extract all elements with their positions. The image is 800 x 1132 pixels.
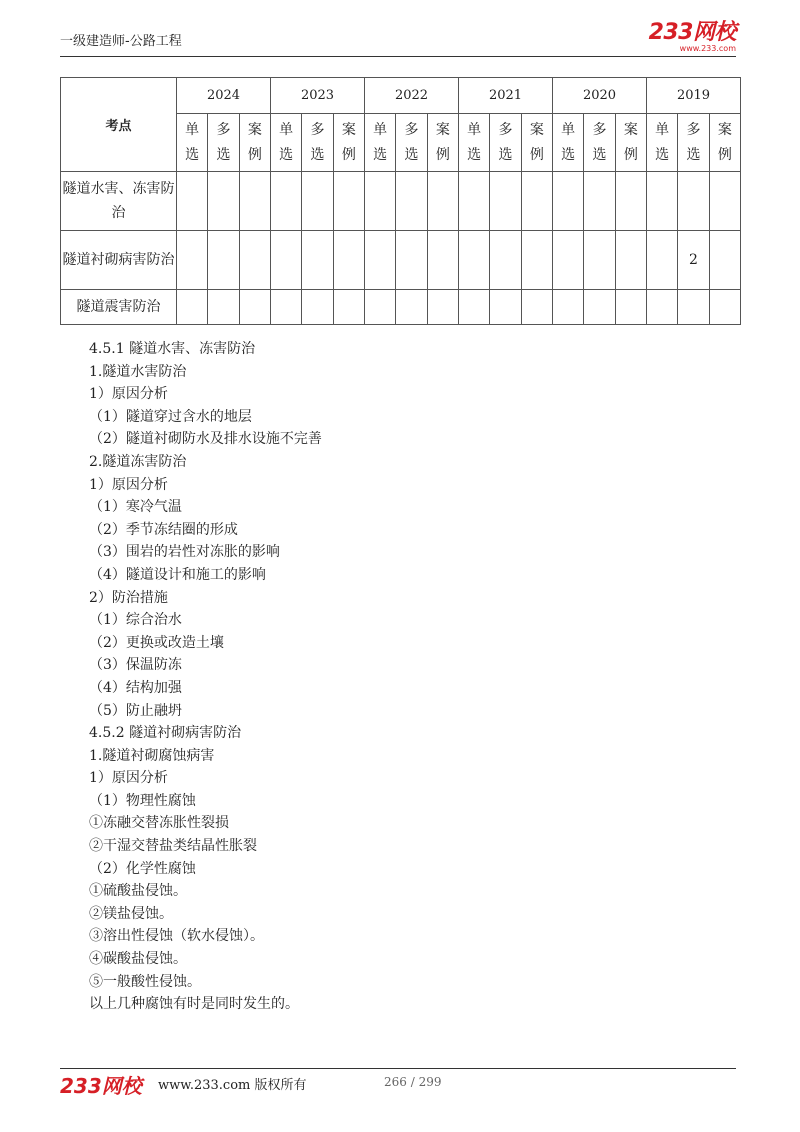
- value-cell: [239, 172, 270, 231]
- question-type-header: [271, 114, 302, 172]
- topic-cell: 隧道震害防治: [61, 290, 177, 325]
- question-type-label: 多选: [686, 121, 701, 163]
- value-cell: [584, 172, 615, 231]
- question-type-label: 案例: [341, 121, 356, 163]
- question-type-label: 案例: [435, 121, 450, 163]
- value-cell: [271, 290, 302, 325]
- value-cell: [615, 231, 646, 290]
- value-cell: [208, 231, 239, 290]
- value-cell: [490, 231, 521, 290]
- content-line: ③溶出性侵蚀（软水侵蚀）。: [89, 928, 264, 945]
- question-type-label: 单选: [561, 121, 576, 163]
- question-type-label: 单选: [655, 121, 670, 163]
- question-type-label: 单选: [373, 121, 388, 163]
- document-body: [89, 338, 322, 1016]
- question-type-header: [333, 114, 364, 172]
- content-line: ①硫酸盐侵蚀。: [89, 883, 187, 900]
- value-cell: [553, 231, 584, 290]
- content-line: （2）化学性腐蚀: [89, 860, 196, 877]
- question-type-label: 案例: [529, 121, 544, 163]
- question-type-header: [427, 114, 458, 172]
- content-line: 以上几种腐蚀有时是同时发生的。: [89, 996, 299, 1013]
- question-type-header: [365, 114, 396, 172]
- content-line: （1）综合治水: [89, 612, 182, 629]
- content-line: ⑤一般酸性侵蚀。: [89, 973, 201, 990]
- content-line: 4.5.1 隧道水害、冻害防治: [89, 341, 256, 357]
- content-line: 1）原因分析: [89, 476, 168, 493]
- content-line: （5）防止融坍: [89, 702, 182, 719]
- question-type-header: [459, 114, 490, 172]
- content-line: （1）物理性腐蚀: [89, 792, 196, 809]
- value-cell: [365, 172, 396, 231]
- value-cell: [396, 231, 427, 290]
- value-cell: [177, 231, 208, 290]
- content-line: （1）隧道穿过含水的地层: [89, 408, 252, 425]
- question-type-label: 单选: [185, 121, 200, 163]
- value-cell: [427, 172, 458, 231]
- content-line: （2）季节冻结圈的形成: [89, 521, 238, 538]
- brand-logo-text: 233网校: [648, 20, 736, 45]
- year-header: 2022: [365, 78, 459, 114]
- question-type-label: 案例: [247, 121, 262, 163]
- value-cell: [521, 172, 552, 231]
- question-type-label: 多选: [310, 121, 325, 163]
- question-type-label: 多选: [216, 121, 231, 163]
- value-cell: [678, 172, 709, 231]
- content-line: 1.隧道水害防治: [89, 363, 187, 380]
- question-type-header: [615, 114, 646, 172]
- document-header-title: 一级建造师-公路工程: [60, 34, 182, 49]
- question-type-header: [521, 114, 552, 172]
- content-line: ②干湿交替盐类结晶性胀裂: [89, 838, 257, 855]
- value-cell: [396, 290, 427, 325]
- value-cell: [208, 172, 239, 231]
- question-type-header: [709, 114, 740, 172]
- value-cell: [459, 172, 490, 231]
- footer-copyright: www.233.com 版权所有: [158, 1078, 307, 1093]
- question-type-header: [208, 114, 239, 172]
- value-cell: [333, 231, 364, 290]
- footer-logo: 233网校: [60, 1074, 142, 1098]
- table-year-row: [61, 78, 741, 114]
- question-type-header: [647, 114, 678, 172]
- value-cell: [647, 231, 678, 290]
- year-header: 2021: [459, 78, 553, 114]
- content-line: （2）更换或改造土壤: [89, 634, 224, 651]
- value-cell: [490, 172, 521, 231]
- content-line: 2.隧道冻害防治: [89, 453, 187, 470]
- topic-cell: 隧道衬砌病害防治: [61, 231, 177, 290]
- table-row: [61, 290, 741, 325]
- page-number: 266 / 299: [384, 1075, 442, 1089]
- question-type-header: [678, 114, 709, 172]
- content-line: ②镁盐侵蚀。: [89, 905, 173, 922]
- content-line: （2）隧道衬砌防水及排水设施不完善: [89, 431, 322, 448]
- year-header: 2020: [553, 78, 647, 114]
- content-line: ④碳酸盐侵蚀。: [89, 951, 187, 968]
- value-cell: [709, 231, 740, 290]
- value-cell: [647, 290, 678, 325]
- content-line: ①冻融交替冻胀性裂损: [89, 815, 229, 832]
- topic-cell: 隧道水害、冻害防治: [61, 172, 177, 231]
- value-cell: [427, 231, 458, 290]
- question-type-label: 案例: [623, 121, 638, 163]
- value-cell: [302, 290, 333, 325]
- content-line: （4）结构加强: [89, 679, 182, 696]
- question-type-header: [396, 114, 427, 172]
- question-type-header: [584, 114, 615, 172]
- question-type-label: 多选: [404, 121, 419, 163]
- value-cell: 2: [678, 231, 709, 290]
- value-cell: [678, 290, 709, 325]
- year-header: 2019: [647, 78, 741, 114]
- question-type-label: 单选: [279, 121, 294, 163]
- value-cell: [459, 231, 490, 290]
- value-cell: [302, 231, 333, 290]
- content-line: 4.5.2 隧道衬砌病害防治: [89, 725, 242, 742]
- value-cell: [709, 172, 740, 231]
- value-cell: [553, 290, 584, 325]
- value-cell: [584, 290, 615, 325]
- content-line: 1.隧道衬砌腐蚀病害: [89, 747, 215, 764]
- value-cell: [302, 172, 333, 231]
- value-cell: [365, 231, 396, 290]
- value-cell: [459, 290, 490, 325]
- table-corner-label: 考点: [61, 78, 177, 172]
- value-cell: [553, 172, 584, 231]
- exam-frequency-table: [60, 77, 741, 325]
- question-type-header: [177, 114, 208, 172]
- question-type-label: 多选: [498, 121, 513, 163]
- content-line: （1）寒冷气温: [89, 499, 182, 516]
- question-type-label: 案例: [717, 121, 732, 163]
- question-type-header: [239, 114, 270, 172]
- question-type-label: 多选: [592, 121, 607, 163]
- value-cell: [709, 290, 740, 325]
- value-cell: [239, 290, 270, 325]
- content-line: 1）原因分析: [89, 770, 168, 787]
- footer-divider: [60, 1068, 736, 1069]
- question-type-header: [302, 114, 333, 172]
- value-cell: [521, 231, 552, 290]
- content-line: （3）保温防冻: [89, 657, 182, 674]
- content-line: （3）围岩的岩性对冻胀的影响: [89, 544, 280, 561]
- value-cell: [396, 172, 427, 231]
- value-cell: [490, 290, 521, 325]
- value-cell: [427, 290, 458, 325]
- value-cell: [333, 172, 364, 231]
- question-type-header: [553, 114, 584, 172]
- value-cell: [177, 290, 208, 325]
- brand-logo: [649, 22, 736, 54]
- value-cell: [177, 172, 208, 231]
- question-type-label: 单选: [467, 121, 482, 163]
- question-type-header: [490, 114, 521, 172]
- value-cell: [271, 231, 302, 290]
- table-row: [61, 231, 741, 290]
- content-line: 2）防治措施: [89, 589, 168, 606]
- table-row: [61, 172, 741, 231]
- content-line: （4）隧道设计和施工的影响: [89, 566, 266, 583]
- value-cell: [647, 172, 678, 231]
- value-cell: [239, 231, 270, 290]
- value-cell: [584, 231, 615, 290]
- brand-url: www.233.com: [679, 44, 736, 53]
- value-cell: [615, 290, 646, 325]
- content-line: 1）原因分析: [89, 386, 168, 403]
- header-divider: [60, 56, 736, 57]
- value-cell: [333, 290, 364, 325]
- year-header: 2023: [271, 78, 365, 114]
- value-cell: [271, 172, 302, 231]
- value-cell: [208, 290, 239, 325]
- year-header: 2024: [177, 78, 271, 114]
- value-cell: [521, 290, 552, 325]
- value-cell: [365, 290, 396, 325]
- value-cell: [615, 172, 646, 231]
